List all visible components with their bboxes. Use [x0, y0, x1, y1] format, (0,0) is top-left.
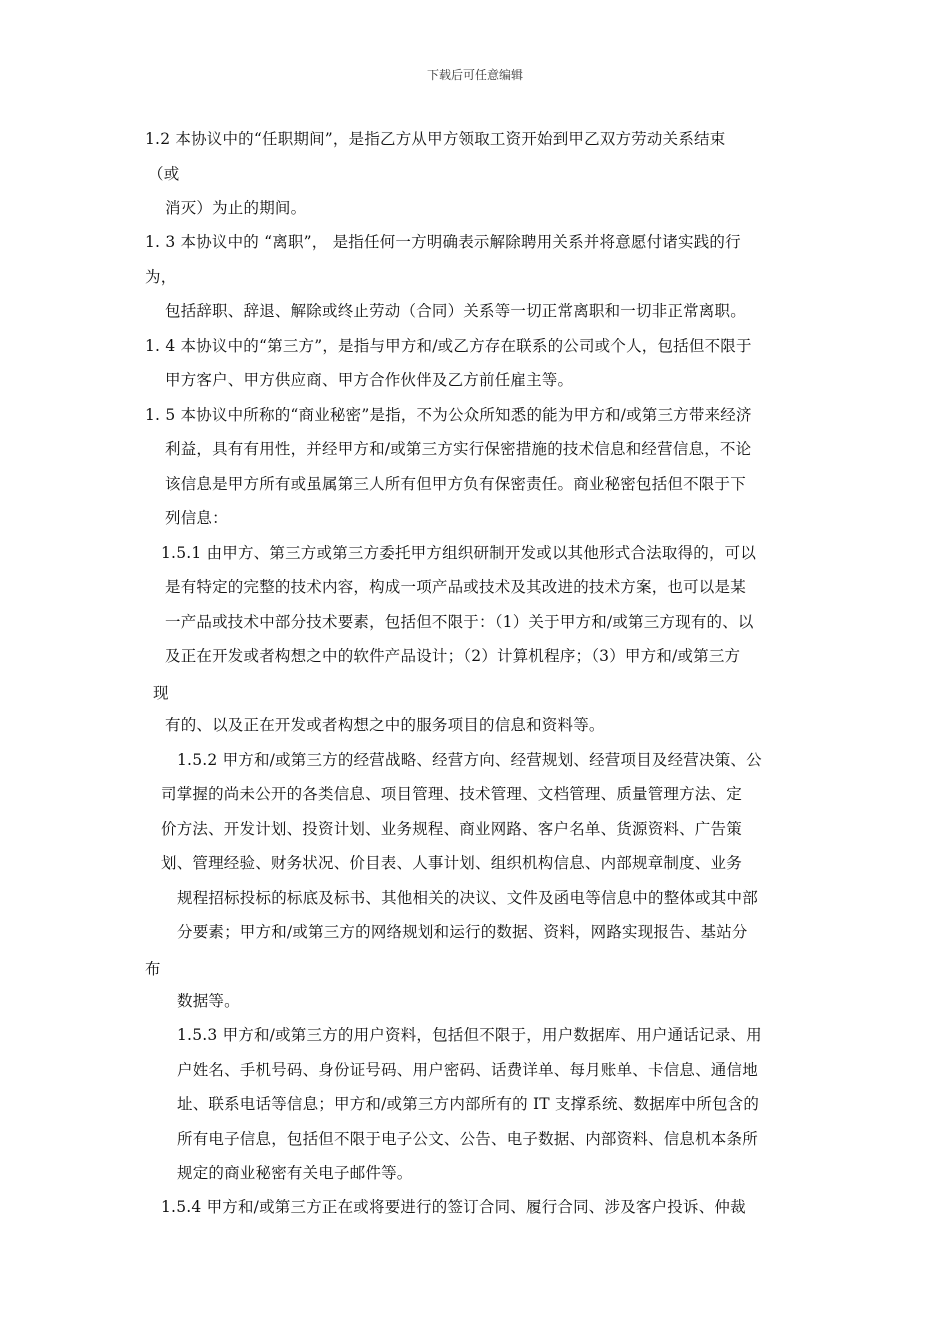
text-line: 现 [153, 684, 169, 702]
text-line: 户姓名、手机号码、身份证号码、用户密码、话费详单、每月账单、卡信息、通信地 [177, 1061, 758, 1079]
text-line: 规程招标投标的标底及标书、其他相关的决议、文件及函电等信息中的整体或其中部 [177, 889, 758, 907]
text-line: 1. 5 本协议中所称的“商业秘密”是指，不为公众所知悉的能为甲方和/或第三方带来经济 [145, 406, 752, 424]
text-line: 是有特定的完整的技术内容，构成一项产品或技术及其改进的技术方案，也可以是某 [165, 578, 746, 596]
text-line: 1. 4 本协议中的“第三方”，是指与甲方和/或乙方存在联系的公司或个人，包括但不限于 [145, 337, 752, 355]
text-line: 规定的商业秘密有关电子邮件等。 [177, 1164, 413, 1182]
text-line: 一产品或技术中部分技术要素，包括但不限于：（1）关于甲方和/或第三方现有的、以 [165, 613, 754, 631]
text-line: 价方法、开发计划、投资计划、业务规程、商业网路、客户名单、货源资料、广告策 [161, 820, 742, 838]
text-line: 及正在开发或者构想之中的软件产品设计；（2）计算机程序；（3）甲方和/或第三方 [165, 647, 741, 665]
text-line: 甲方客户、甲方供应商、甲方合作伙伴及乙方前任雇主等。 [165, 371, 574, 389]
text-line: 1. 3 本协议中的 “离职”， 是指任何一方明确表示解除聘用关系并将意愿付诸实践的行 [145, 233, 741, 251]
text-line: 司掌握的尚未公开的各类信息、项目管理、技术管理、文档管理、质量管理方法、定 [161, 785, 742, 803]
text-line: 为， [145, 268, 177, 286]
text-line: 数据等。 [177, 992, 240, 1010]
text-line: 1.5.4 甲方和/或第三方正在或将要进行的签订合同、履行合同、涉及客户投诉、仲裁 [161, 1198, 746, 1216]
text-line: 1.5.2 甲方和/或第三方的经营战略、经营方向、经营规划、经营项目及经营决策、公 [177, 751, 762, 769]
text-line: 包括辞职、辞退、解除或终止劳动（合同）关系等一切正常离职和一切非正常离职。 [165, 302, 746, 320]
text-line: 1.5.3 甲方和/或第三方的用户资料，包括但不限于，用户数据库、用户通话记录、用 [177, 1026, 762, 1044]
page-header-note: 下载后可任意编辑 [426, 68, 523, 82]
text-line: 消灭）为止的期间。 [165, 199, 307, 217]
text-line: 有的、以及正在开发或者构想之中的服务项目的信息和资料等。 [165, 716, 605, 734]
text-line: 该信息是甲方所有或虽属第三人所有但甲方负有保密责任。商业秘密包括但不限于下 [165, 475, 746, 493]
text-line: 列信息： [165, 509, 228, 527]
text-line: 址、联系电话等信息；甲方和/或第三方内部所有的 IT 支撑系统、数据库中所包含的 [177, 1095, 760, 1113]
text-line: 布 [145, 960, 161, 978]
text-line: 所有电子信息，包括但不限于电子公文、公告、电子数据、内部资料、信息机本条所 [177, 1130, 758, 1148]
text-line: 利益，具有有用性，并经甲方和/或第三方实行保密措施的技术信息和经营信息，不论 [165, 440, 752, 458]
text-line: 1.2 本协议中的“任职期间”，是指乙方从甲方领取工资开始到甲乙双方劳动关系结束 [145, 130, 726, 148]
text-line: 1.5.1 由甲方、第三方或第三方委托甲方组织研制开发或以其他形式合法取得的，可以 [161, 544, 757, 562]
text-line: 分要素；甲方和/或第三方的网络规划和运行的数据、资料，网路实现报告、基站分 [177, 923, 748, 941]
text-line: （或 [148, 165, 180, 183]
text-line: 划、管理经验、财务状况、价目表、人事计划、组织机构信息、内部规章制度、业务 [161, 854, 742, 872]
